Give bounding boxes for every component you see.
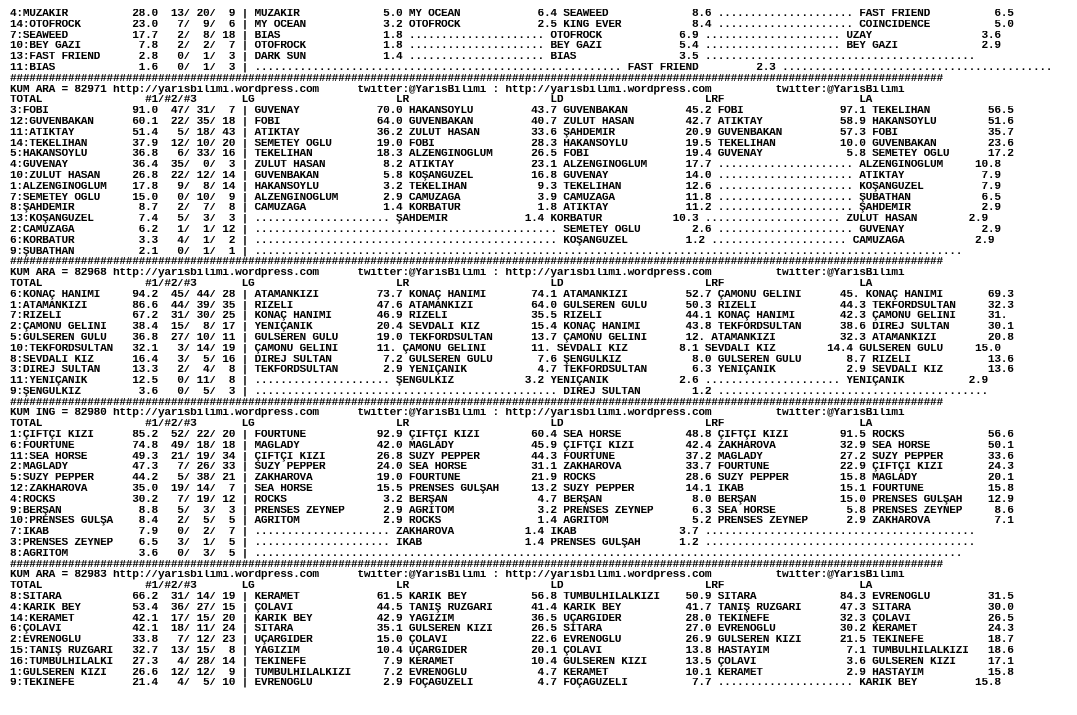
table-row: 6:FOURTUNE 74.8 49/ 18/ 18 | MAGLADY 42.0 MAGLADY 45.9 ÇİFTÇİ KIZI 42.4 ZAKHAROVA 32.9 SEA HORSE 50.1 <box>10 440 1014 452</box>
table-row: 12:ZAKHAROVA 35.0 19/ 14/ 7 | SEA HORSE 15.5 PRENSES GÜLŞAH 13.2 SUZY PEPPER 14.1 İKAB 15.1 FOURTUNE 15.8 <box>10 484 1014 495</box>
race-header-line: KUM ARA = 82968 http://yarisbilimi.wordpress.com twitter:@YarisBilimi : http://yarisbilimi.wordpress.com twitter:@YarisBilimi <box>10 268 905 279</box>
table-row: 9:ŞENGÜLKIZ 3.6 0/ 5/ 3 | ............................................... DİREJ SULTAN 1.2 .......................................... <box>10 386 988 398</box>
table-row: 8:SITARA 66.2 31/ 14/ 19 | KERAMET 61.5 KARIK BEY 56.8 TUMBULHİLALKIZI 50.9 SITARA 84.3 EVRENOĞLU 31.5 <box>10 592 1014 603</box>
separator-line: ################################################################################################################################################# <box>10 257 943 269</box>
table-row: 7:İKAB 7.9 0/ 2/ 7 | ..................... ZAKHAROVA 1.4 İKAB 3.7 .......................................... <box>10 527 976 539</box>
race-header-line: KUM ING = 82980 http://yarisbilimi.wordpress.com twitter:@YarisBilimi : http://yarisbilimi.wordpress.com twitter:@YarisBilimi <box>10 408 905 420</box>
column-header-line: TOTAL #1/#2/#3 LG LR LD LRF LA <box>10 278 873 290</box>
table-row: 14:OTOFROCK 23.0 7/ 9/ 6 | MY OCEAN 3.2 OTOFROCK 2.5 KING EVER 8.4 ..................... COINCIDENCE 5.0 <box>10 19 1014 31</box>
separator-line: ################################################################################################################################################# <box>10 559 943 571</box>
table-row: 14:KERAMET 42.1 17/ 15/ 20 | KARIK BEY 42.9 YAĞIZIM 36.5 UÇARGİDER 28.0 TEKİNEFE 32.3 ÇOLAVİ 26.5 <box>10 613 1014 625</box>
table-row: 5:HAKANSOYLU 36.8 6/ 33/ 16 | TEKELİHAN 18.3 ALZENGİNOĞLUM 26.5 FOBİ 19.4 GÜVENAY 5.8 SEMETEY OĞLU 17.2 <box>10 149 1014 161</box>
table-row: 2:CAMUZAĞA 6.2 1/ 1/ 12 | ............................................... SEMETEY OĞLU 2.6 ..................... GÜVENAY 2.9 <box>10 224 1001 236</box>
table-row: 4:ROCKS 30.2 7/ 19/ 12 | ROCKS 3.2 BERŞAN 4.7 BERŞAN 8.0 BERŞAN 15.0 PRENSES GÜLŞAH 12.9 <box>10 494 1014 506</box>
table-row: 10:PRENSES GÜLŞA 8.4 2/ 5/ 5 | AGRİTOM 2.9 ROCKS 1.4 AGRİTOM 5.2 PRENSES ZEYNEP 2.9 ZAKHAROVA 7.1 <box>10 516 1014 528</box>
table-row: 11:ATİKTAY 51.4 5/ 18/ 43 | ATİKTAY 36.2 ZULUT HASAN 33.6 ŞAHDEMİR 20.9 GÜVENBAKAN 57.3 FOBİ 35.7 <box>10 127 1014 139</box>
table-row: 10:ZULUT HASAN 26.8 22/ 12/ 14 | GÜVENBAKAN 5.8 KOŞANGÜZEL 16.8 GÜVENAY 14.0 ..................... ATİKTAY 7.9 <box>10 170 1001 182</box>
table-row: 12:GÜVENBAKAN 60.1 22/ 35/ 18 | FOBİ 64.0 GÜVENBAKAN 40.7 ZULUT HASAN 42.7 ATİKTAY 58.9 HAKANSOYLU 51.6 <box>10 116 1014 128</box>
table-row: 7:RİZELİ 67.2 31/ 30/ 25 | KONAÇ HANIMI 46.9 RİZELİ 35.5 RİZELİ 44.1 KONAÇ HANIMI 42.3 ÇAMÖNÜ GELİNİ 31. <box>10 311 1008 323</box>
race-report-text <box>10 9 1077 689</box>
separator-line: ################################################################################################################################################# <box>10 397 943 409</box>
column-header-line: TOTAL #1/#2/#3 LG LR LD LRF LA <box>10 95 873 107</box>
table-row: 1:ÇİFTÇİ KIZI 85.2 52/ 22/ 20 | FOURTUNE 92.9 ÇİFTÇİ KIZI 60.4 SEA HORSE 48.8 ÇİFTÇİ KIZI 91.5 ROCKS 56.6 <box>10 430 1014 441</box>
table-row: 10:TEKFORDSULTAN 32.1 3/ 14/ 19 | ÇAMÖNÜ GELİNİ 11. ÇAMÖNÜ GELİNİ 11. SEVDALI KIZ 8.1 SEVDALI KIZ 14.4 GÜLSEREN GÜLÜ 15.0 <box>10 343 1001 355</box>
table-row: 11:BIAS 1.6 0/ 1/ 3 | ......................................................... FAST FRIEND 2.3 .......................................... <box>10 62 1053 74</box>
table-row: 6:KONAÇ HANIMI 94.2 45/ 44/ 28 | ATAMANKIZI 73.7 KONAÇ HANIMI 74.1 ATAMANKIZI 52.7 ÇAMÖNÜ GELİNİ 45. KONAÇ HANIMI 69.3 <box>10 289 1014 301</box>
table-row: 3:PRENSES ZEYNEP 6.5 3/ 1/ 5 | ..................... İKAB 1.4 PRENSES GÜLŞAH 1.2 .......................................... <box>10 538 976 549</box>
table-row: 4:GÜVENAY 36.4 35/ 0/ 3 | ZULUT HASAN 8.2 ATİKTAY 23.1 ALZENGİNOĞLUM 17.7 ..................... ALZENGİNOĞLUM 10.8 <box>10 160 1001 171</box>
table-row: 16:TUMBULHİLALKI 27.3 4/ 28/ 14 | TEKİNEFE 7.9 KERAMET 10.4 GÜLSEREN KIZI 13.5 ÇOLAVİ 3.6 GÜLSEREN KIZI 17.1 <box>10 656 1014 668</box>
table-row: 5:GÜLSEREN GÜLÜ 36.8 27/ 10/ 11 | GÜLSEREN GÜLÜ 19.0 TEKFORDSULTAN 13.7 ÇAMÖNÜ GELİNİ 12. ATAMANKIZI 32.3 ATAMANKIZI 20.8 <box>10 332 1014 344</box>
table-row: 11:YENİÇANIK 12.5 0/ 11/ 8 | ..................... ŞENGÜLKIZ 3.2 YENİÇANIK 2.6 ..................... YENİÇANIK 2.9 <box>10 376 988 387</box>
table-row: 13:FAST FRIEND 2.8 0/ 1/ 3 | DARK SUN 1.4 ..................... BIAS 3.5 .......................................... <box>10 52 976 63</box>
table-row: 6:ÇOLAVİ 42.1 18/ 11/ 24 | SITARA 35.1 GÜLSEREN KIZI 26.5 SITARA 27.0 EVRENOĞLU 30.2 KERAMET 24.3 <box>10 624 1014 636</box>
table-row: 14:TEKELİHAN 37.9 12/ 10/ 20 | SEMETEY OĞLU 19.0 FOBİ 28.3 HAKANSOYLU 19.5 TEKELİHAN 10.0 GÜVENBAKAN 23.6 <box>10 138 1014 150</box>
table-row: 5:SUZY PEPPER 44.2 5/ 38/ 21 | ZAKHAROVA 19.0 FOURTUNE 21.9 ROCKS 28.6 SUZY PEPPER 15.8 MAGLADY 20.1 <box>10 473 1014 485</box>
table-row: 1:ALZENGİNOĞLUM 17.8 9/ 8/ 14 | HAKANSOYLU 3.2 TEKELİHAN 9.3 TEKELİHAN 12.6 ..................... KOŞANGÜZEL 7.9 <box>10 181 1001 193</box>
table-row: 7:SEAWEED 17.7 2/ 8/ 18 | BIAS 1.8 ..................... OTOFROCK 6.9 ..................... UZAY 3.6 <box>10 30 1001 42</box>
table-row: 2:ÇAMÖNÜ GELİNİ 38.4 15/ 8/ 17 | YENİÇANIK 20.4 SEVDALI KIZ 15.4 KONAÇ HANIMI 43.8 TEKFORDSULTAN 38.6 DİREJ SULTAN 30.1 <box>10 322 1014 333</box>
column-header-line: TOTAL #1/#2/#3 LG LR LD LRF LA <box>10 581 873 593</box>
table-row: 2:EVRENOĞLU 33.8 7/ 12/ 23 | UÇARGİDER 15.0 ÇOLAVİ 22.6 EVRENOĞLU 26.9 GÜLSEREN KIZI 21.5 TEKİNEFE 18.7 <box>10 635 1014 647</box>
table-row: 1:GÜLSEREN KIZI 26.6 12/ 12/ 9 | TUMBULHİLALKIZI 7.2 EVRENOĞLU 4.7 KERAMET 10.1 KERAMET 2.9 HASTAYIM 15.8 <box>10 667 1014 679</box>
table-row: 9:ŞUBATHAN 2.1 0/ 1/ 1 | .............................................................................................................. <box>10 246 963 258</box>
table-row: 8:AGRİTOM 3.6 0/ 3/ 5 | .............................................................................................................. <box>10 548 963 560</box>
table-row: 2:MAGLADY 47.3 7/ 26/ 33 | SUZY PEPPER 24.0 SEA HORSE 31.1 ZAKHAROVA 33.7 FOURTUNE 22.9 ÇİFTÇİ KIZI 24.3 <box>10 462 1014 474</box>
table-row: 15:TANIŞ RÜZGARI 32.7 13/ 15/ 8 | YAĞIZIM 10.4 UÇARGİDER 20.1 ÇOLAVİ 13.8 HASTAYIM 7.1 TUMBULHİLALKIZI 18.6 <box>10 646 1014 657</box>
table-row: 4:KARIK BEY 53.4 36/ 27/ 15 | ÇOLAVİ 44.5 TANIŞ RÜZGARI 41.4 KARIK BEY 41.7 TANIŞ RÜZGARI 47.3 SITARA 30.0 <box>10 602 1014 614</box>
column-header-line: TOTAL #1/#2/#3 LG LR LD LRF LA <box>10 419 873 431</box>
race-header-line: KUM ARA = 82983 http://yarisbilimi.wordpress.com twitter:@YarisBilimi : http://yarisbilimi.wordpress.com twitter:@YarisBilimi <box>10 570 905 582</box>
table-row: 8:ŞAHDEMİR 8.7 2/ 7/ 8 | CAMUZAĞA 1.4 KORBATUR 1.8 ATİKTAY 11.2 ..................... ŞAHDEMİR 2.9 <box>10 203 1001 215</box>
table-row: 11:SEA HORSE 49.3 21/ 19/ 34 | ÇİFTÇİ KIZI 26.8 SUZY PEPPER 44.3 FOURTUNE 37.2 MAGLADY 27.2 SUZY PEPPER 33.6 <box>10 451 1014 463</box>
table-row: 4:MÜZAKİR 28.0 13/ 20/ 9 | MÜZAKİR 5.0 MY OCEAN 6.4 SEAWEED 8.6 ..................... FAST FRIEND 6.5 <box>10 9 1014 20</box>
table-row: 13:KOŞANGÜZEL 7.4 5/ 3/ 3 | ..................... ŞAHDEMİR 1.4 KORBATUR 10.3 ..................... ZULUT HASAN 2.9 <box>10 214 988 225</box>
race-header-line: KUM ARA = 82971 http://yarisbilimi.wordpress.com twitter:@YarisBilimi : http://yarisbilimi.wordpress.com twitter:@YarisBilimi <box>10 84 905 96</box>
table-row: 6:KORBATUR 3.3 4/ 1/ 2 | ............................................... KOŞANGÜZEL 1.2 ..................... CAMUZAĞA 2.9 <box>10 235 995 247</box>
table-row: 1:ATAMANKIZI 86.6 44/ 39/ 35 | RİZELİ 47.6 ATAMANKIZI 64.0 GÜLSEREN GÜLÜ 50.3 RİZELİ 44.3 TEKFORDSULTAN 32.3 <box>10 300 1014 312</box>
table-row: 10:BEY GAZİ 7.8 2/ 2/ 7 | OTOFROCK 1.8 ..................... BEY GAZİ 5.4 ..................... BEY GAZİ 2.9 <box>10 41 1001 53</box>
table-row: 8:SEVDALI KIZ 16.4 3/ 5/ 16 | DİREJ SULTAN 7.2 GÜLSEREN GÜLÜ 7.6 ŞENGÜLKIZ 8.0 GÜLSEREN GÜLÜ 8.7 RİZELİ 13.6 <box>10 354 1014 366</box>
separator-line: ################################################################################################################################################# <box>10 73 943 85</box>
table-row: 9:TEKİNEFE 21.4 4/ 5/ 10 | EVRENOĞLU 2.9 FOÇAGÜZELİ 4.7 FOÇAGÜZELİ 7.7 ..................... KARIK BEY 15.8 <box>10 678 1001 690</box>
table-row: 9:BERŞAN 8.8 5/ 3/ 3 | PRENSES ZEYNEP 2.9 AGRİTOM 3.2 PRENSES ZEYNEP 6.3 SEA HORSE 5.8 PRENSES ZEYNEP 8.6 <box>10 505 1014 517</box>
table-row: 7:SEMETEY OĞLU 15.0 0/ 10/ 9 | ALZENGİNOĞLUM 2.9 CAMUZAĞA 3.9 CAMUZAĞA 11.8 ..................... ŞUBATHAN 6.5 <box>10 192 1001 204</box>
table-row: 3:FOBİ 91.0 47/ 31/ 7 | GÜVENAY 70.0 HAKANSOYLU 43.7 GÜVENBAKAN 45.2 FOBİ 97.1 TEKELİHAN 56.5 <box>10 106 1014 117</box>
table-row: 3:DİREJ SULTAN 13.3 2/ 4/ 8 | TEKFORDSULTAN 2.9 YENİÇANIK 4.7 TEKFORDSULTAN 6.3 YENİÇANIK 2.9 SEVDALI KIZ 13.6 <box>10 365 1014 377</box>
